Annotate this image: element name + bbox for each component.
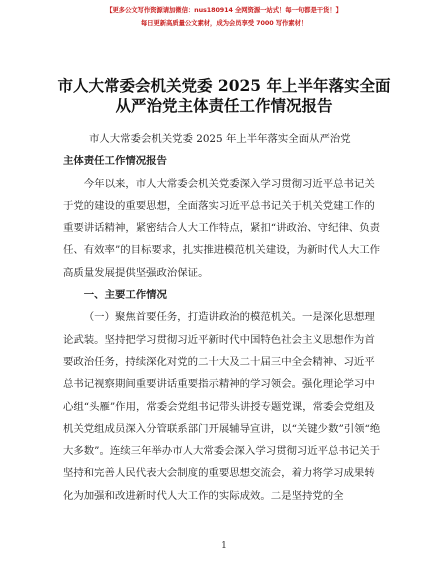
promo-notice-line2: 每日更新高质量公文素材，成为会员享受 7000 写作素材！ <box>140 19 308 27</box>
document-body <box>63 128 383 507</box>
page-number: 1 <box>221 541 227 551</box>
promo-notice-line1: 【更多公文写作资源请加微信：nus180914 全网资源一站式！每一句都是干货！】 <box>106 6 342 14</box>
title-line-2: 从严治党主体责任工作情况报告 <box>115 96 333 115</box>
intro-paragraph: 今年以来，市人大常委会机关党委深入学习贯彻习近平总书记关于党的建设的重要思想，全面落实习近平总书记关于机关党建工作的重要讲话精神，紧密结合人大工作特点，紧扣“讲政治、守纪律、负责任、有效率”的目标要求，扎实推进模范机关建设，为新时代人大工作高质量发展提供坚强政治保证。 <box>63 177 381 279</box>
section-heading: 一、主要工作情况 <box>83 289 167 302</box>
document-title <box>20 76 428 116</box>
subtitle-line-1: 市人大常委会机关党委 2025 年上半年落实全面从严治党 <box>89 133 351 145</box>
document-subtitle <box>63 128 383 173</box>
title-line-1: 市人大常委会机关党委 2025 年上半年落实全面 <box>57 76 391 95</box>
body-paragraph: （一）聚焦首要任务，打造讲政治的模范机关。一是深化思想理论武装。坚持把学习贯彻习近平新时代中国特色社会主义思想作为首要政治任务，持续深化对党的二十大及二十届三中全会精神、习近平总书记视察期间重要讲话重要指示精神的学习领会。强化理论学习中心组“头雁”作用，常委会党组书记带头讲授专题党课，常委会党组及机关党组成员深入分管联系部门开展辅导宣讲，以“关键少数”引领“绝大多数”。连续三年举办市人大常委会深入学习贯彻习近平总书记关于坚持和完善人民代表大会制度的重要思想交流会，着力将学习成果转化为加强和改进新时代人大工作的实际成效。二是坚持党的全 <box>63 311 381 502</box>
subtitle-line-2: 主体责任工作情况报告 <box>63 155 167 168</box>
